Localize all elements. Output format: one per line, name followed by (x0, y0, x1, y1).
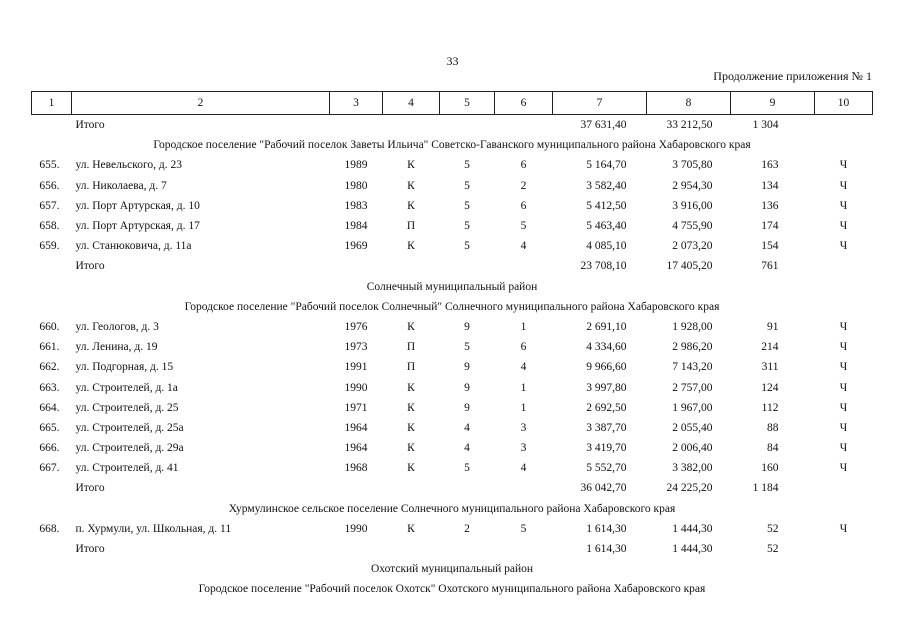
total-area: 5 552,70 (586, 462, 627, 475)
floors: 9 (464, 320, 470, 333)
year-built: 1990 (344, 522, 368, 535)
living-area: 3 705,80 (672, 159, 713, 172)
row-number: 661. (39, 341, 60, 354)
total-residents: 1 304 (752, 119, 779, 132)
address: ул. Строителей, д. 25 (75, 401, 179, 414)
year-built: 1973 (344, 341, 368, 354)
column-header-4: 4 (383, 92, 440, 115)
wall-material: К (407, 159, 415, 172)
address: ул. Строителей, д. 25а (75, 421, 184, 434)
table-row (32, 418, 873, 438)
wall-material: К (407, 381, 415, 394)
floors: 5 (464, 462, 470, 475)
entrances: 6 (520, 199, 527, 212)
living-area: 2 073,20 (672, 240, 713, 253)
wall-material: К (407, 199, 415, 212)
address: ул. Строителей, д. 41 (75, 462, 179, 475)
wall-material: К (407, 462, 415, 475)
section-heading: Городское поселение "Рабочий поселок Солнечный" Солнечного муниципального района Хабаровского края (184, 300, 720, 313)
column-header-7: 7 (553, 92, 647, 115)
floors: 9 (464, 401, 470, 414)
year-built: 1989 (344, 159, 368, 172)
residents: 52 (767, 522, 779, 535)
ownership: Ч (839, 522, 848, 535)
address: ул. Порт Артурская, д. 17 (75, 220, 200, 233)
row-number: 658. (39, 220, 60, 233)
ownership: Ч (839, 462, 848, 475)
row-number (32, 478, 72, 498)
total-area: 3 419,70 (586, 442, 627, 455)
empty-cell (815, 115, 873, 136)
year-built: 1968 (344, 462, 368, 475)
empty-cell (815, 256, 873, 276)
column-header-1: 1 (32, 92, 72, 115)
column-header-2: 2 (72, 92, 330, 115)
table-row (32, 458, 873, 478)
floors: 9 (464, 361, 470, 374)
entrances: 1 (520, 401, 527, 414)
table-row (32, 196, 873, 216)
address: ул. Николаева, д. 7 (75, 179, 167, 192)
wall-material: П (406, 361, 416, 374)
living-area: 1 444,30 (672, 522, 713, 535)
address: ул. Станюковича, д. 11а (75, 240, 192, 253)
row-number: 662. (39, 361, 60, 374)
ownership: Ч (839, 320, 848, 333)
wall-material: К (407, 240, 415, 253)
ownership: Ч (839, 159, 848, 172)
column-header-10: 10 (815, 92, 873, 115)
entrances: 6 (520, 341, 527, 354)
row-number: 667. (39, 462, 60, 475)
year-built: 1980 (344, 179, 368, 192)
table-body (32, 92, 873, 600)
row-number (32, 256, 72, 276)
living-area: 2 006,40 (672, 442, 713, 455)
column-header-5: 5 (440, 92, 495, 115)
entrances: 3 (520, 442, 527, 455)
total-area: 36 042,70 (580, 482, 627, 495)
entrances: 3 (520, 421, 527, 434)
wall-material: К (407, 442, 415, 455)
year-built: 1969 (344, 240, 368, 253)
address: ул. Подгорная, д. 15 (75, 361, 174, 374)
row-number: 666. (39, 442, 60, 455)
residents: 154 (761, 240, 779, 253)
entrances: 4 (520, 462, 527, 475)
empty-cell (330, 478, 553, 498)
total-row (32, 115, 873, 136)
section-heading: Солнечный муниципальный район (366, 280, 538, 293)
living-area: 2 986,20 (672, 341, 713, 354)
row-number: 664. (39, 401, 60, 414)
column-header-row (32, 92, 873, 115)
floors: 5 (464, 220, 470, 233)
living-area: 4 755,90 (672, 220, 713, 233)
entrances: 5 (520, 522, 527, 535)
year-built: 1991 (344, 361, 368, 374)
total-label: Итого (75, 119, 105, 132)
total-living-area: 33 212,50 (666, 119, 713, 132)
floors: 4 (464, 442, 470, 455)
housing-table (31, 91, 873, 600)
year-built: 1983 (344, 199, 368, 212)
column-header-8: 8 (647, 92, 731, 115)
floors: 2 (464, 522, 470, 535)
row-number: 659. (39, 240, 60, 253)
section-heading-row (32, 297, 873, 317)
floors: 9 (464, 381, 470, 394)
wall-material: К (407, 401, 415, 414)
ownership: Ч (839, 179, 848, 192)
entrances: 1 (520, 381, 527, 394)
address: ул. Геологов, д. 3 (75, 320, 159, 333)
living-area: 2 055,40 (672, 421, 713, 434)
address: ул. Невельского, д. 23 (75, 159, 182, 172)
section-heading-row (32, 277, 873, 297)
continuation-label: Продолжение приложения № 1 (713, 69, 872, 83)
living-area: 7 143,20 (672, 361, 713, 374)
total-area: 1 614,30 (586, 543, 627, 556)
total-row (32, 539, 873, 559)
table-row (32, 377, 873, 397)
residents: 124 (761, 381, 779, 394)
table-row (32, 155, 873, 175)
column-header-9: 9 (731, 92, 815, 115)
floors: 5 (464, 179, 470, 192)
section-heading: Охотский муниципальный район (370, 563, 534, 576)
living-area: 3 916,00 (672, 199, 713, 212)
table-row (32, 398, 873, 418)
total-living-area: 17 405,20 (666, 260, 713, 273)
residents: 160 (761, 462, 779, 475)
row-number: 663. (39, 381, 60, 394)
section-heading: Городское поселение "Рабочий поселок Охотск" Охотского муниципального района Хабаровского края (198, 583, 706, 596)
row-number (32, 115, 72, 136)
total-living-area: 24 225,20 (666, 482, 713, 495)
total-row (32, 256, 873, 276)
wall-material: П (406, 341, 416, 354)
section-heading-row (32, 499, 873, 519)
wall-material: К (407, 522, 415, 535)
ownership: Ч (839, 401, 848, 414)
table-row (32, 317, 873, 337)
year-built: 1984 (344, 220, 368, 233)
row-number: 660. (39, 320, 60, 333)
residents: 134 (761, 179, 779, 192)
total-area: 37 631,40 (580, 119, 627, 132)
residents: 84 (767, 442, 779, 455)
ownership: Ч (839, 442, 848, 455)
entrances: 4 (520, 361, 527, 374)
wall-material: К (407, 421, 415, 434)
table-row (32, 216, 873, 236)
total-residents: 1 184 (752, 482, 779, 495)
total-area: 5 412,50 (586, 199, 627, 212)
row-number: 657. (39, 199, 60, 212)
residents: 112 (761, 401, 779, 414)
total-area: 3 997,80 (586, 381, 627, 394)
ownership: Ч (839, 361, 848, 374)
total-living-area: 1 444,30 (672, 543, 713, 556)
section-heading-row (32, 579, 873, 599)
total-area: 5 463,40 (586, 220, 627, 233)
floors: 4 (464, 421, 470, 434)
residents: 174 (761, 220, 779, 233)
year-built: 1990 (344, 381, 368, 394)
total-label: Итого (75, 482, 105, 495)
entrances: 5 (520, 220, 527, 233)
row-number (32, 539, 72, 559)
ownership: Ч (839, 199, 848, 212)
section-heading: Хурмулинское сельское поселение Солнечного муниципального района Хабаровского края (228, 502, 676, 515)
entrances: 4 (520, 240, 527, 253)
year-built: 1976 (344, 320, 368, 333)
year-built: 1964 (344, 421, 368, 434)
entrances: 2 (520, 179, 527, 192)
address: ул. Строителей, д. 29а (75, 442, 184, 455)
address: ул. Ленина, д. 19 (75, 341, 158, 354)
total-area: 23 708,10 (580, 260, 627, 273)
entrances: 6 (520, 159, 527, 172)
living-area: 1 967,00 (672, 401, 713, 414)
residents: 136 (761, 199, 779, 212)
wall-material: П (406, 220, 416, 233)
empty-cell (815, 478, 873, 498)
total-row (32, 478, 873, 498)
total-area: 3 582,40 (586, 179, 627, 192)
living-area: 2 954,30 (672, 179, 713, 192)
total-area: 9 966,60 (586, 361, 627, 374)
table-row (32, 337, 873, 357)
ownership: Ч (839, 421, 848, 434)
section-heading-row (32, 135, 873, 155)
row-number: 665. (39, 421, 60, 434)
row-number: 655. (39, 159, 60, 172)
living-area: 2 757,00 (672, 381, 713, 394)
wall-material: К (407, 179, 415, 192)
table-row (32, 438, 873, 458)
address: ул. Порт Артурская, д. 10 (75, 199, 200, 212)
total-area: 1 614,30 (586, 522, 627, 535)
wall-material: К (407, 320, 415, 333)
column-header-6: 6 (495, 92, 553, 115)
table-row (32, 519, 873, 539)
floors: 5 (464, 199, 470, 212)
total-label: Итого (75, 543, 105, 556)
empty-cell (815, 539, 873, 559)
total-area: 3 387,70 (586, 421, 627, 434)
section-heading-row (32, 559, 873, 579)
total-label: Итого (75, 260, 105, 273)
table-row (32, 236, 873, 256)
total-area: 4 334,60 (586, 341, 627, 354)
residents: 88 (767, 421, 779, 434)
residents: 163 (761, 159, 779, 172)
year-built: 1971 (344, 401, 368, 414)
total-residents: 761 (761, 260, 779, 273)
empty-cell (330, 539, 553, 559)
empty-cell (330, 115, 553, 136)
floors: 5 (464, 159, 470, 172)
row-number: 656. (39, 179, 60, 192)
floors: 5 (464, 240, 470, 253)
total-area: 2 692,50 (586, 401, 627, 414)
total-area: 4 085,10 (586, 240, 627, 253)
living-area: 3 382,00 (672, 462, 713, 475)
table-row (32, 357, 873, 377)
residents: 311 (761, 361, 779, 374)
residents: 91 (767, 320, 779, 333)
year-built: 1964 (344, 442, 368, 455)
ownership: Ч (839, 381, 848, 394)
total-area: 5 164,70 (586, 159, 627, 172)
address: ул. Строителей, д. 1а (75, 381, 178, 394)
column-header-3: 3 (330, 92, 383, 115)
ownership: Ч (839, 341, 848, 354)
ownership: Ч (839, 240, 848, 253)
empty-cell (330, 256, 553, 276)
floors: 5 (464, 341, 470, 354)
living-area: 1 928,00 (672, 320, 713, 333)
ownership: Ч (839, 220, 848, 233)
address: п. Хурмули, ул. Школьная, д. 11 (75, 522, 232, 535)
page-number: 33 (446, 54, 459, 68)
residents: 214 (761, 341, 779, 354)
total-area: 2 691,10 (586, 320, 627, 333)
total-residents: 52 (767, 543, 779, 556)
row-number: 668. (39, 522, 60, 535)
entrances: 1 (520, 320, 527, 333)
section-heading: Городское поселение "Рабочий поселок Заветы Ильича" Советско-Гаванского муниципального района Хабаровского края (153, 139, 751, 152)
table-row (32, 176, 873, 196)
